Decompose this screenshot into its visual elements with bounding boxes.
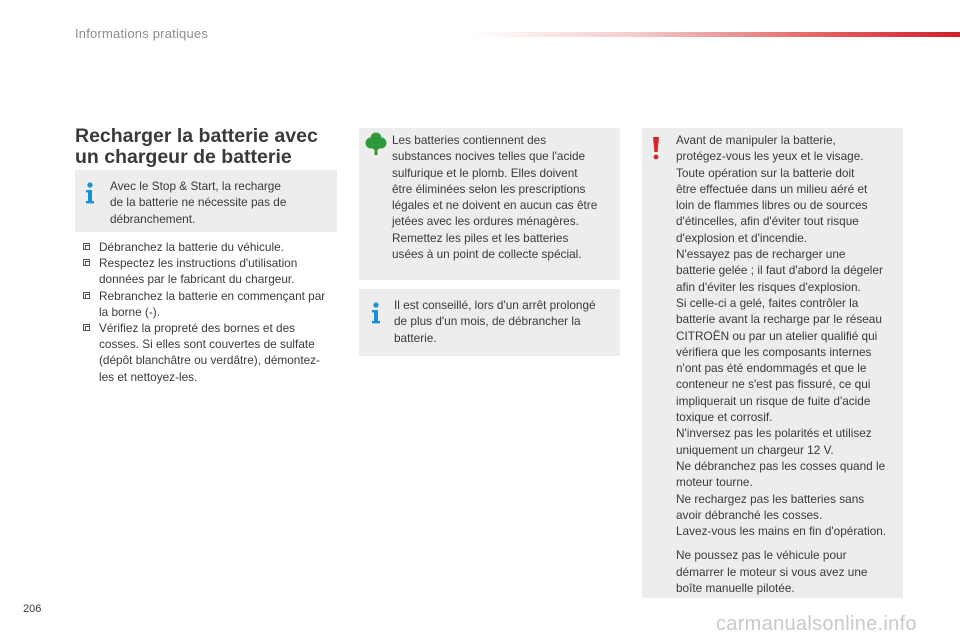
text-line: Toute opération sur la batterie doit: [676, 165, 855, 180]
text-line: boîte manuelle pilotée.: [676, 581, 795, 596]
step-item: [75, 320, 340, 385]
text-line: avoir débranché les cosses.: [676, 507, 823, 522]
text-line: n'ont pas été endommagés et que le: [676, 361, 867, 376]
text-line: substances nocives telles que l'acide: [392, 149, 586, 164]
step-line: cosses. Si elles sont couvertes de sulfate: [99, 337, 315, 352]
step-item: [75, 288, 340, 320]
text-line: toxique et corrosif.: [676, 410, 773, 425]
text-line: Ne rechargez pas les batteries sans: [676, 491, 865, 506]
text-line: impliquerait un risque de fuite d'acide: [676, 393, 871, 408]
text-line: conteneur ne s'est pas fissuré, ce qui: [676, 377, 871, 392]
info-icon: [85, 182, 95, 208]
checkbox-bullet-icon: [83, 292, 90, 299]
text-line: moteur tourne.: [676, 475, 753, 490]
page-heading: [75, 126, 345, 168]
info-icon: [371, 302, 381, 328]
text-line: afin d'éviter les risques d'explosion.: [676, 279, 861, 294]
watermark: carmanualsonline.info: [716, 613, 917, 635]
step-line: Vérifiez la propreté des bornes et des: [99, 321, 296, 336]
text-line: batterie gelée ; il faut d'abord la dégeler: [676, 263, 883, 278]
procedure-steps: [75, 239, 340, 385]
tree-icon: [365, 132, 387, 160]
step-line: Débranchez la batterie du véhicule.: [99, 240, 284, 254]
text-line: d'étincelles, afin d'éviter tout risque: [676, 214, 859, 229]
info-box-storage-text: [394, 297, 614, 346]
text-line: Si celle-ci a gelé, faites contrôler la: [676, 295, 859, 310]
info-box-stop-start-text: [110, 178, 330, 227]
text-line: Lavez-vous les mains en fin d'opération.: [676, 524, 887, 539]
text-line: N'inversez pas les polarités et utilisez: [676, 426, 872, 441]
text-line: sulfurique et le plomb. Elles doivent: [392, 165, 578, 180]
step-item: [75, 255, 340, 287]
text-line: débranchement.: [110, 211, 196, 226]
text-line: Avant de manipuler la batterie,: [676, 133, 836, 147]
step-item: [75, 239, 340, 255]
text-line: d'explosion et d'incendie.: [676, 230, 808, 245]
text-line: CITROËN ou par un atelier qualifié qui: [676, 328, 878, 343]
text-line: légales et ne doivent en aucun cas être: [392, 198, 598, 213]
text-line: de plus d'un mois, de débrancher la: [394, 314, 581, 329]
step-line: les et nettoyez-les.: [99, 369, 198, 384]
text-line: Ne poussez pas le véhicule pour: [676, 548, 847, 563]
warning-box: [642, 128, 903, 598]
text-line: batterie avant la recharge par le réseau: [676, 312, 882, 327]
text-line: protégez-vous les yeux et le visage.: [676, 149, 864, 164]
exclamation-icon: [652, 136, 660, 164]
page-number: 206: [23, 603, 42, 615]
text-line: démarrer le moteur si vous avez une: [676, 564, 868, 579]
text-line: de la batterie ne nécessite pas de: [110, 195, 287, 210]
info-box-stop-start: [75, 170, 337, 232]
step-line: Respectez les instructions d'utilisation: [99, 256, 298, 271]
checkbox-bullet-icon: [83, 324, 90, 331]
page-heading-line-2: un chargeur de batterie: [75, 146, 292, 168]
step-line: Rebranchez la batterie en commençant par: [99, 288, 326, 303]
section-title: Informations pratiques: [75, 26, 209, 41]
warning-box-text: [676, 132, 901, 596]
environment-box-text: [392, 132, 616, 262]
text-line: Les batteries contiennent des: [392, 133, 547, 147]
checkbox-bullet-icon: [83, 259, 90, 266]
text-line: être effectuée dans un milieu aéré et: [676, 181, 868, 196]
text-line: Ne débranchez pas les cosses quand le: [676, 458, 886, 473]
environment-box: [359, 128, 620, 280]
text-line: batterie.: [394, 330, 437, 345]
text-line: usées à un point de collecte spécial.: [392, 247, 582, 262]
text-line: N'essayez pas de recharger une: [676, 247, 846, 262]
header-accent-bar: [470, 32, 960, 37]
step-line: la borne (-).: [99, 304, 160, 319]
text-line: loin de flammes libres ou de sources: [676, 198, 868, 213]
checkbox-bullet-icon: [83, 243, 90, 250]
text-line: Il est conseillé, lors d'un arrêt prolongé: [394, 298, 596, 312]
step-line: données par le fabricant du chargeur.: [99, 272, 295, 287]
text-line: Remettez les piles et les batteries: [392, 230, 569, 245]
text-line: être éliminées selon les prescriptions: [392, 181, 586, 196]
step-line: (dépôt blanchâtre ou verdâtre), démontez-: [99, 353, 320, 368]
text-line: jetées avec les ordures ménagères.: [392, 214, 579, 229]
text-line: uniquement un chargeur 12 V.: [676, 442, 834, 457]
info-box-storage: [359, 289, 620, 356]
text-line: Avec le Stop & Start, la recharge: [110, 179, 281, 193]
text-line: vérifiera que les composants internes: [676, 344, 872, 359]
page-heading-line-1: Recharger la batterie avec: [75, 125, 318, 147]
